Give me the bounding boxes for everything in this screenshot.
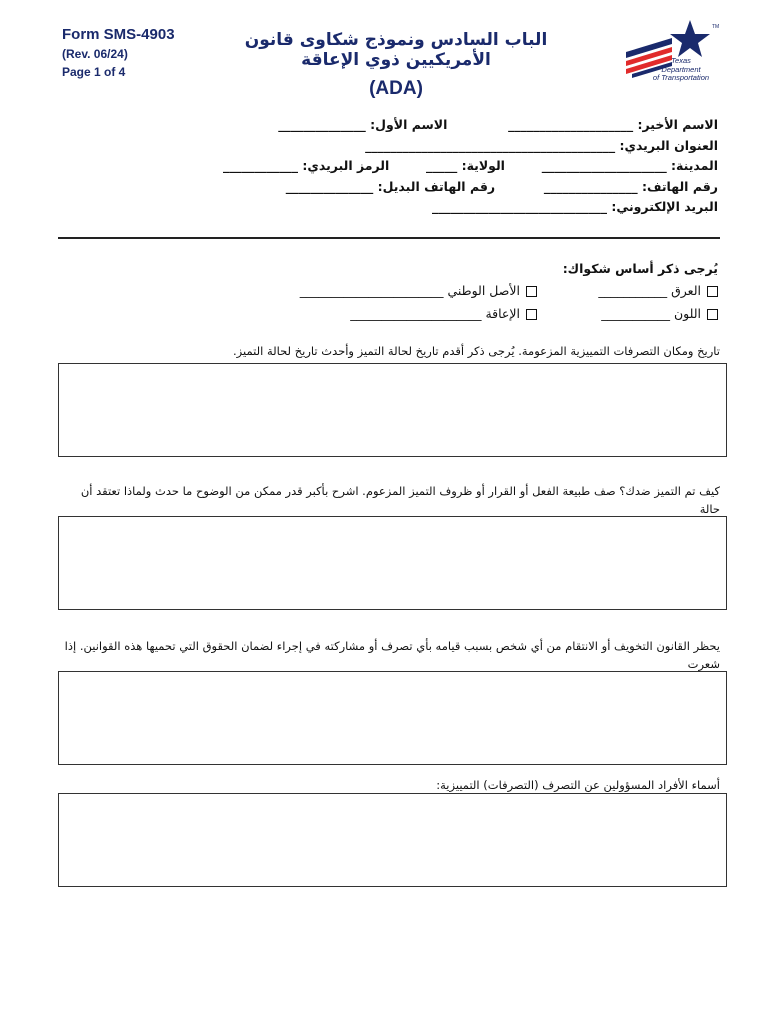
disability-label: الإعاقة _____________________ — [350, 306, 520, 321]
race-checkbox[interactable] — [707, 286, 718, 297]
address-field[interactable]: العنوان البريدي: ________________________________________ — [365, 138, 718, 153]
page-indicator: Page 1 of 4 — [62, 65, 126, 79]
disability-checkbox[interactable] — [526, 309, 537, 320]
retaliation-instruction-line: يحظر القانون التخويف أو الانتقام من أي شخص بسبب قيامه بأي تصرف أو مشاركته في إجراء لضمان الحقوق التي تحميها هذه القوانين. إذا شعرت — [64, 639, 720, 671]
city-field[interactable]: المدينة: ____________________ — [541, 158, 718, 173]
how-instruction-line: كيف تم التميز ضدك؟ صف طبيعة الفعل أو القرار أو ظروف التميز المزعوم. اشرح بأكبر قدر ممكن من الوضوح ما حدث ولماذا تعتقد أن حالة — [80, 484, 720, 516]
email-row — [432, 199, 718, 214]
zip-field[interactable]: الرمز البريدي: ____________ — [223, 158, 390, 173]
city-row — [223, 158, 718, 173]
national-origin-label: الأصل الوطني _______________________ — [299, 283, 520, 298]
color-label: اللون ___________ — [601, 306, 701, 321]
phone-field[interactable]: رقم الهاتف: _______________ — [543, 179, 718, 194]
logo-text — [650, 57, 712, 83]
national-origin-checkbox[interactable] — [526, 286, 537, 297]
basis-prompt: يُرجى ذكر أساس شكواك: — [562, 261, 718, 276]
title-arabic: الباب السادس ونموذج شكاوى قانون الأمريكيين ذوي الإعاقة — [244, 30, 548, 70]
page-title — [200, 30, 592, 100]
address-row — [365, 138, 718, 153]
color-option[interactable] — [601, 306, 718, 321]
logo-text-line: Department — [661, 64, 701, 74]
state-field[interactable]: الولاية: _____ — [425, 158, 505, 173]
logo-tm: TM — [712, 24, 720, 30]
title-abbreviation: (ADA) — [369, 78, 423, 99]
retaliation-answer-box[interactable] — [58, 671, 727, 765]
last-name-field[interactable]: الاسم الأخير: ____________________ — [508, 117, 718, 132]
phone-row — [286, 179, 718, 194]
national-origin-option[interactable] — [300, 283, 537, 298]
race-option[interactable] — [598, 283, 718, 298]
first-name-field[interactable]: الاسم الأول: ______________ — [278, 117, 448, 132]
form-meta — [62, 26, 175, 79]
color-checkbox[interactable] — [707, 309, 718, 320]
alt-phone-field[interactable]: رقم الهاتف البديل: ______________ — [285, 179, 496, 194]
how-answer-box[interactable] — [58, 516, 727, 610]
form-revision: (Rev. 06/24) — [62, 47, 128, 61]
names-instruction: أسماء الأفراد المسؤولين عن التصرف (التصرفات) التمييزية: — [436, 778, 720, 792]
names-answer-box[interactable] — [58, 793, 727, 887]
disability-option[interactable] — [350, 306, 537, 321]
logo-text-line: Texas — [671, 56, 691, 65]
logo-text-line: of Transportation — [652, 73, 710, 82]
section-divider — [58, 237, 720, 239]
race-label: العرق ___________ — [598, 283, 701, 298]
dates-instruction: تاريخ ومكان التصرفات التمييزية المزعومة. يُرجى ذكر أقدم تاريخ لحالة التميز وأحدث تاريخ لحالة التميز. — [233, 344, 720, 358]
name-row — [278, 117, 718, 132]
dates-answer-box[interactable] — [58, 363, 727, 457]
email-field[interactable]: البريد الإلكتروني: ____________________________ — [431, 199, 718, 214]
form-number: Form SMS-4903 — [62, 26, 175, 43]
